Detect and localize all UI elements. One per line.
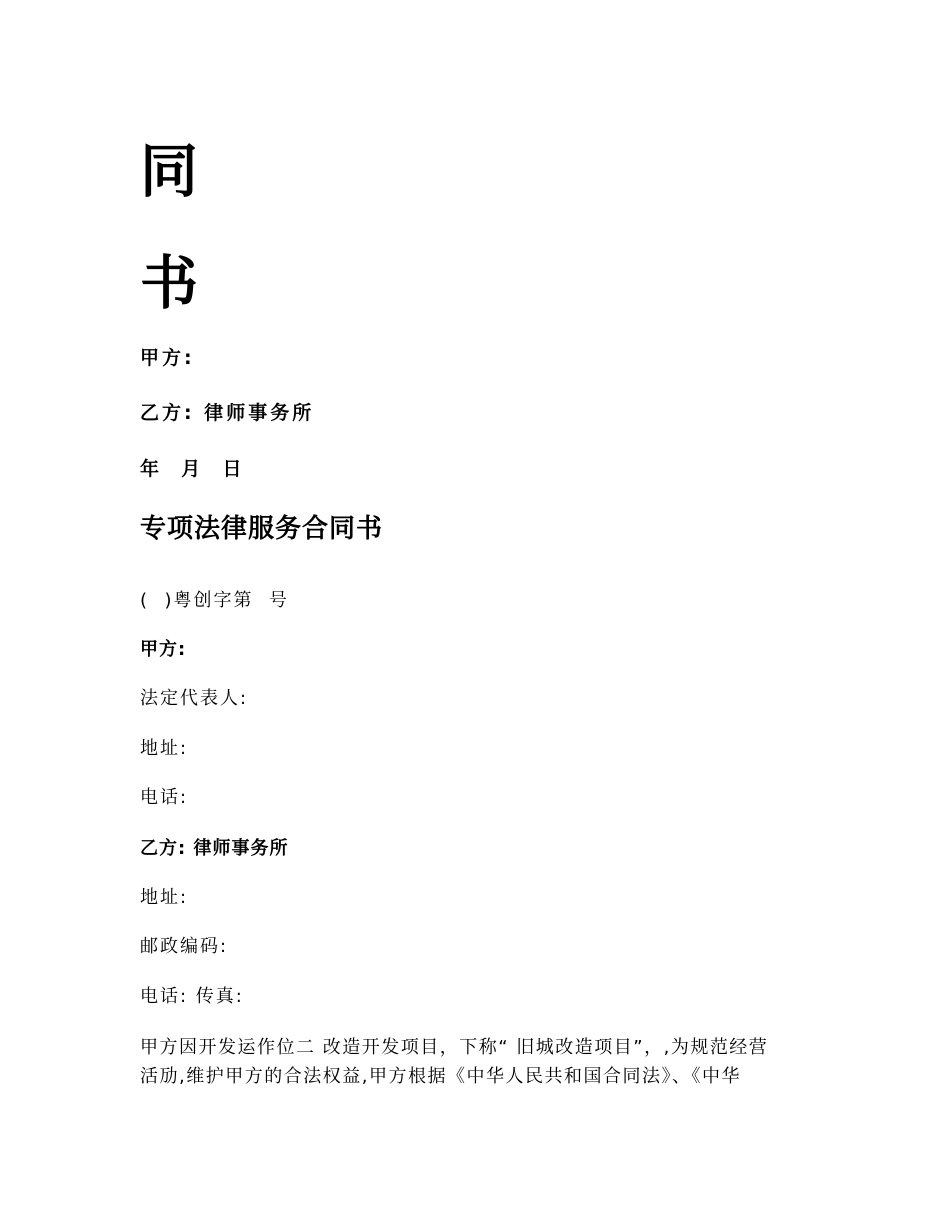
contract-title: 专项法律服务合同书 [140,514,384,544]
cover-title-char-1: 同 [140,137,199,205]
cover-title-char-2: 书 [140,249,199,317]
body-paragraph [140,1033,812,1091]
legal-representative-field: 法定代表人: [140,688,249,709]
cover-party-b: 乙方: 律师事务所 [140,402,315,424]
cover-party-a: 甲方: [140,347,195,369]
postcode-field: 邮政编码: [140,936,229,957]
party-a-label: 甲方: [140,639,187,660]
contract-number: ( )粤创字第 号 [140,590,289,611]
body-line-2: 活劢,维护甲方的合法权益,甲方根据《中华人民共和国合同法》、《中华 [140,1066,741,1087]
party-b-label: 乙方: 律师事务所 [140,838,289,859]
party-a-address-field: 地址: [140,738,189,759]
phone-fax-field: 电话: 传真: [140,986,244,1007]
party-b-address-field: 地址: [140,887,189,908]
cover-date: 年 月 日 [140,458,245,480]
party-a-phone-field: 电话: [140,787,189,808]
body-line-1: 甲方因开发运作位二 改造开发项目，下称“ 旧城改造项目”，,为规范经营 [140,1037,769,1058]
